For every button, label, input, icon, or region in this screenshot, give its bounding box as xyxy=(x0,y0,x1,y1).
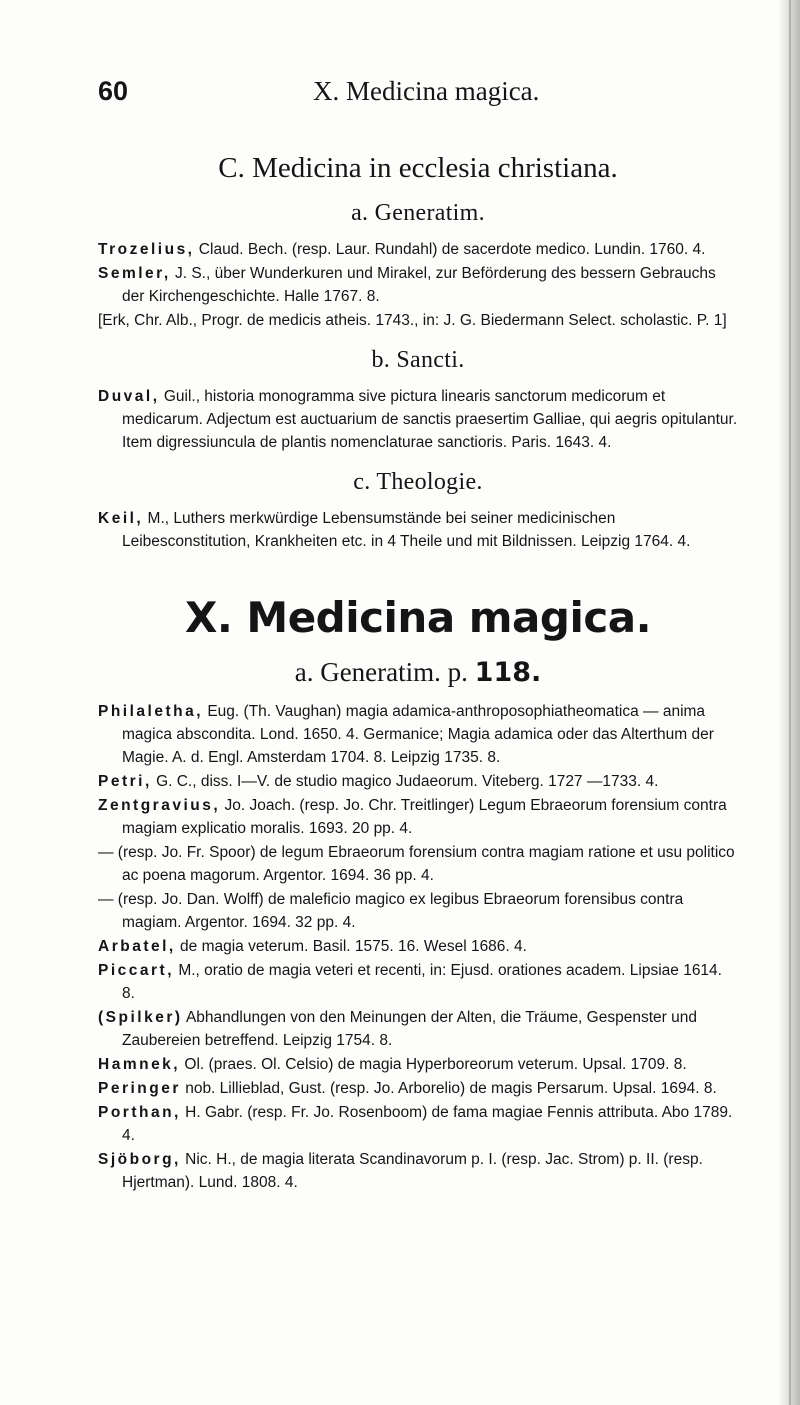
entry-text: J. S., über Wunderkuren und Mirakel, zur Beförderung des bessern Gebrauchs der Kirchengeschichte. Halle 1767. 8. xyxy=(122,265,716,305)
entry-text: Ol. (praes. Ol. Celsio) de magia Hyperboreorum veterum. Upsal. 1709. 8. xyxy=(180,1056,687,1073)
entry-text: de magia veterum. Basil. 1575. 16. Wesel 1686. 4. xyxy=(175,938,527,955)
entry-text: — (resp. Jo. Dan. Wolff) de maleficio magico ex legibus Ebraeorum forensibus contra magiam. Argentor. 1694. 32 pp. 4. xyxy=(98,891,684,931)
subsection-heading: c. Theologie. xyxy=(353,469,483,495)
entry-author: Petri, xyxy=(98,773,152,790)
subsection-heading xyxy=(98,655,738,690)
entry-author: Peringer xyxy=(98,1080,181,1097)
entry-text: — (resp. Jo. Fr. Spoor) de legum Ebraeorum forensium contra magiam ratione et usu politico ac poena magorum. Argentor. 1694. 36 pp. 4. xyxy=(98,844,735,884)
page-edge-line xyxy=(789,0,791,1405)
subsection-a-entries xyxy=(98,238,738,332)
entry-text: Guil., historia monogramma sive pictura linearis sanctorum medicorum et medicarum. Adjectum est auctuarium de sanctis praesertim Galliae, qui aegris opitulantur. Item digressiuncula de plantis nomenclaturae sanctioris. Paris. 1643. 4. xyxy=(122,388,738,451)
entry-author: Zentgravius, xyxy=(98,797,221,814)
entry-text: [Erk, Chr. Alb., Progr. de medicis atheis. 1743., in: J. G. Biedermann Select. scholastic. P. 1] xyxy=(98,312,727,329)
entry-author: Semler, xyxy=(98,265,171,282)
entry-author: Duval, xyxy=(98,388,160,405)
section-c-heading: C. Medicina in ecclesia christiana. xyxy=(218,152,618,184)
entry-author: Sjöborg, xyxy=(98,1151,181,1168)
page-content xyxy=(98,150,738,1195)
entry-text: M., oratio de magia veteri et recenti, in: Ejusd. orationes academ. Lipsiae 1614. 8. xyxy=(122,962,722,1002)
entry-text: H. Gabr. (resp. Fr. Jo. Rosenboom) de fama magiae Fennis attributa. Abo 1789. 4. xyxy=(122,1104,733,1144)
subsection-heading: b. Sancti. xyxy=(371,347,465,373)
bibliography-entry xyxy=(98,1148,738,1194)
bibliography-entry xyxy=(98,385,738,454)
entry-text: Jo. Joach. (resp. Jo. Chr. Treitlinger) Legum Ebraeorum forensium contra magiam explicatio moralis. 1693. 20 pp. 4. xyxy=(122,797,727,837)
bibliography-entry xyxy=(98,262,738,308)
bibliography-entry xyxy=(98,700,738,769)
subsection-b-entries xyxy=(98,385,738,454)
entry-text: Nic. H., de magia literata Scandinavorum p. I. (resp. Jac. Strom) p. II. (resp. Hjertman). Lund. 1808. 4. xyxy=(122,1151,703,1191)
entry-author: (Spilker) xyxy=(98,1009,183,1026)
entry-author: Philaletha, xyxy=(98,703,204,720)
page-number: 60 xyxy=(98,76,129,106)
section-x-heading: X. Medicina magica. xyxy=(184,593,652,642)
entry-author: Porthan, xyxy=(98,1104,181,1121)
entry-author: Arbatel, xyxy=(98,938,176,955)
bibliography-entry xyxy=(98,794,738,840)
bibliography-entry xyxy=(98,1006,738,1052)
subsection-c-entries xyxy=(98,507,738,553)
entry-text: G. C., diss. I—V. de studio magico Judaeorum. Viteberg. 1727 —1733. 4. xyxy=(151,773,659,790)
entry-author: Hamnek, xyxy=(98,1056,181,1073)
running-head xyxy=(98,76,738,116)
entry-author: Keil, xyxy=(98,510,144,527)
subsection-heading: a. Generatim. xyxy=(351,200,485,226)
entry-text: Eug. (Th. Vaughan) magia adamica-anthroposophiatheomatica — anima magica abscondita. Lond. 1650. 4. Germanice; Magia adamica oder das Alterthum der Magie. A. d. Engl. Amsterdam 1704. 8. Leipzig 1735. 8. xyxy=(122,703,714,766)
bibliography-entry xyxy=(98,238,738,261)
magica-entries xyxy=(98,700,738,1194)
entry-text: M., Luthers merkwürdige Lebensumstände bei seiner medicinischen Leibesconstitution, Krankheiten etc. in 4 Theile und mit Bildnissen. Leipzig 1764. 4. xyxy=(122,510,691,550)
bibliography-entry xyxy=(98,1053,738,1076)
running-title: X. Medicina magica. xyxy=(313,76,540,106)
bibliography-entry xyxy=(98,309,738,332)
entry-author: Trozelius, xyxy=(98,241,195,258)
entry-author: Piccart, xyxy=(98,962,175,979)
bibliography-entry xyxy=(98,935,738,958)
subsection-heading-text: a. Generatim. p. xyxy=(294,657,475,687)
entry-text: nob. Lillieblad, Gust. (resp. Jo. Arborelio) de magis Persarum. Upsal. 1694. 8. xyxy=(180,1080,717,1097)
bibliography-entry xyxy=(98,841,738,887)
entry-text: Abhandlungen von den Meinungen der Alten, die Träume, Gespenster und Zaubereien betreffend. Leipzig 1754. 8. xyxy=(122,1009,697,1049)
bibliography-entry xyxy=(98,1101,738,1147)
bibliography-entry xyxy=(98,1077,738,1100)
bibliography-entry xyxy=(98,507,738,553)
bibliography-entry xyxy=(98,770,738,793)
entry-text: Claud. Bech. (resp. Laur. Rundahl) de sacerdote medico. Lundin. 1760. 4. xyxy=(194,241,706,258)
subsection-heading-page: 118. xyxy=(474,657,542,688)
bibliography-entry xyxy=(98,888,738,934)
bibliography-entry xyxy=(98,959,738,1005)
